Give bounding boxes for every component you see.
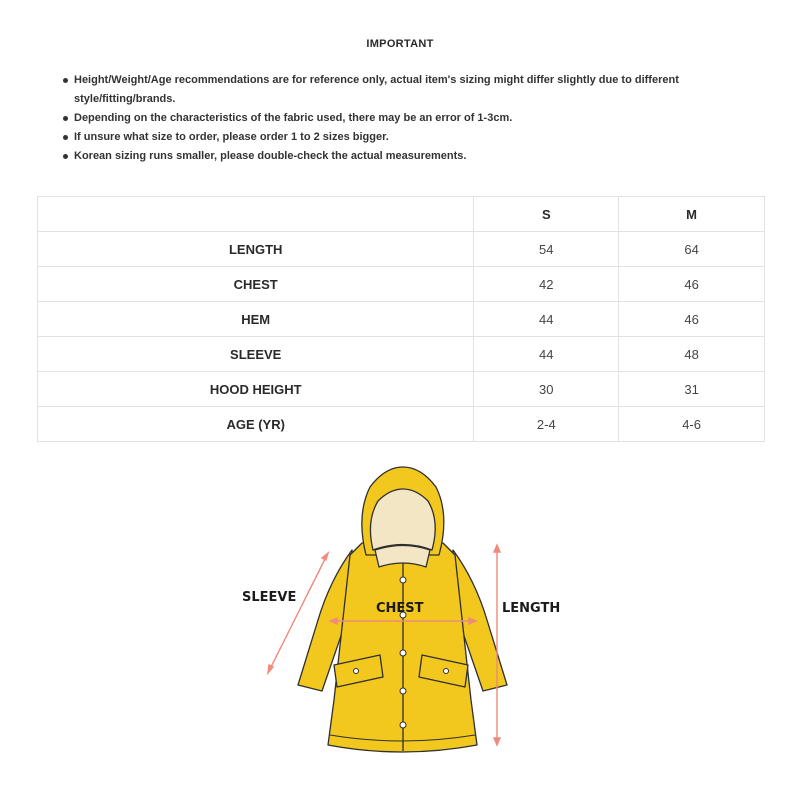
button xyxy=(400,577,406,583)
cell-s: 2-4 xyxy=(474,407,619,442)
sleeve-arrow-head xyxy=(322,553,328,560)
table-header-row xyxy=(38,197,765,232)
row-label: LENGTH xyxy=(38,232,474,267)
row-label: SLEEVE xyxy=(38,337,474,372)
row-label: HOOD HEIGHT xyxy=(38,372,474,407)
table-row xyxy=(38,337,765,372)
sleeve-arrow-head xyxy=(268,665,273,673)
cell-s: 42 xyxy=(474,267,619,302)
cell-s: 30 xyxy=(474,372,619,407)
cell-s: 44 xyxy=(474,337,619,372)
note-item: Depending on the characteristics of the fabric used, there may be an error of 1-3cm. xyxy=(62,109,762,128)
button xyxy=(444,669,449,674)
cell-s: 54 xyxy=(474,232,619,267)
cell-m: 46 xyxy=(619,267,765,302)
hood-lining xyxy=(370,489,435,550)
sleeve-label: SLEEVE xyxy=(242,590,297,605)
row-label: AGE (YR) xyxy=(38,407,474,442)
header-size-s: S xyxy=(474,197,619,232)
chest-label: CHEST xyxy=(376,601,424,616)
cell-m: 64 xyxy=(619,232,765,267)
table-row xyxy=(38,232,765,267)
button xyxy=(400,722,406,728)
button xyxy=(354,669,359,674)
length-arrow-head xyxy=(494,738,500,745)
table-row xyxy=(38,267,765,302)
page-title: IMPORTANT xyxy=(366,38,434,50)
cell-m: 31 xyxy=(619,372,765,407)
table-row xyxy=(38,302,765,337)
table-row xyxy=(38,372,765,407)
length-arrow-head xyxy=(494,545,500,552)
header-empty xyxy=(38,197,474,232)
coat-measurement-diagram xyxy=(230,455,575,795)
row-label: HEM xyxy=(38,302,474,337)
header-size-m: M xyxy=(619,197,765,232)
note-item: If unsure what size to order, please order 1 to 2 sizes bigger. xyxy=(62,128,762,147)
note-item: Korean sizing runs smaller, please double-check the actual measurements. xyxy=(62,147,762,166)
button xyxy=(400,650,406,656)
size-table xyxy=(37,196,765,442)
cell-m: 48 xyxy=(619,337,765,372)
length-label: LENGTH xyxy=(502,601,561,616)
table-row xyxy=(38,407,765,442)
row-label: CHEST xyxy=(38,267,474,302)
notes-list xyxy=(62,71,762,166)
cell-s: 44 xyxy=(474,302,619,337)
cell-m: 4-6 xyxy=(619,407,765,442)
button xyxy=(400,688,406,694)
note-item: Height/Weight/Age recommendations are for reference only, actual item's sizing might differ slightly due to different style/fitting/brands. xyxy=(62,71,762,109)
cell-m: 46 xyxy=(619,302,765,337)
